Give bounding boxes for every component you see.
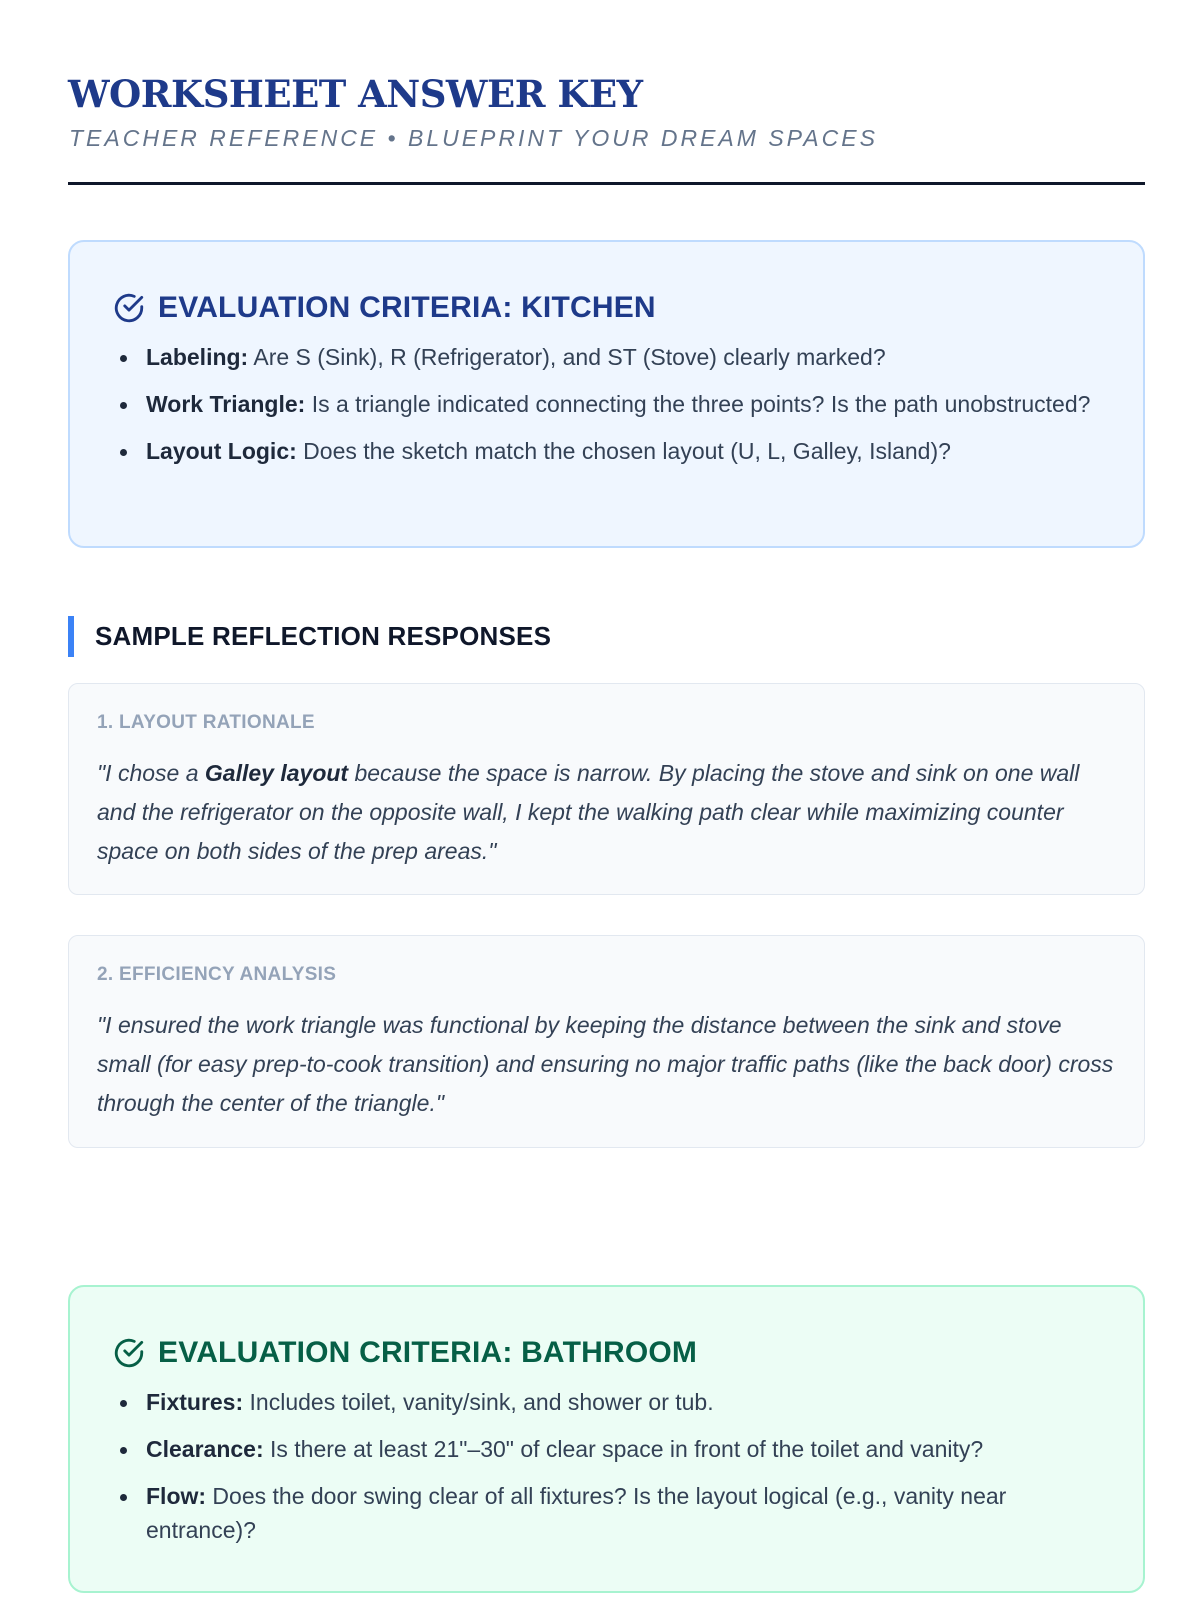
criteria-text: Includes toilet, vanity/sink, and shower or tub.: [243, 1389, 714, 1415]
page-subtitle: TEACHER REFERENCE • BLUEPRINT YOUR DREAM SPACES: [69, 125, 878, 151]
criteria-term: Work Triangle:: [146, 391, 306, 417]
response-text-emphasis: Galley layout: [204, 760, 349, 786]
list-item: [112, 1479, 1103, 1547]
check-circle-icon: [112, 1336, 146, 1370]
response-label: 2. EFFICIENCY ANALYSIS: [97, 964, 337, 985]
kitchen-criteria-box: [68, 240, 1145, 548]
criteria-term: Labeling:: [146, 344, 249, 370]
response-card: [68, 935, 1145, 1148]
list-item: [112, 387, 1103, 421]
criteria-text: Does the sketch match the chosen layout (U, L, Galley, Island)?: [296, 438, 951, 464]
bathroom-criteria-list: [112, 1385, 1103, 1547]
reflections-heading: SAMPLE REFLECTION RESPONSES: [68, 616, 551, 657]
list-item: [112, 1385, 1103, 1419]
bathroom-criteria-header: [112, 1333, 1103, 1373]
criteria-text: Is a triangle indicated connecting the three points? Is the path unobstructed?: [305, 391, 1091, 417]
list-item: [112, 434, 1103, 468]
check-circle-icon: [112, 291, 146, 325]
response-label: 1. LAYOUT RATIONALE: [97, 712, 315, 733]
response-text: [97, 754, 1116, 871]
bathroom-criteria-title: EVALUATION CRITERIA: BATHROOM: [158, 1336, 698, 1369]
kitchen-criteria-title: EVALUATION CRITERIA: KITCHEN: [158, 291, 656, 324]
list-item: [112, 1432, 1103, 1466]
page-title: WORKSHEET ANSWER KEY: [68, 72, 643, 116]
criteria-term: Clearance:: [146, 1436, 264, 1462]
criteria-term: Flow:: [146, 1483, 207, 1509]
criteria-text: Does the door swing clear of all fixtures? Is the layout logical (e.g., vanity near entrance)?: [146, 1483, 1007, 1543]
response-card: [68, 683, 1145, 895]
kitchen-criteria-list: [112, 340, 1103, 468]
response-text: "I ensured the work triangle was functional by keeping the distance between the sink and stove small (for easy prep-to-cook transition) and ensuring no major traffic paths (like the back door) cross through the center of the triangle.": [97, 1012, 1114, 1116]
response-text-part: "I chose a: [97, 760, 205, 786]
list-item: [112, 340, 1103, 374]
criteria-term: Fixtures:: [146, 1389, 244, 1415]
kitchen-criteria-header: [112, 288, 1103, 328]
bathroom-criteria-box: [68, 1285, 1145, 1593]
criteria-text: Is there at least 21"–30" of clear space in front of the toilet and vanity?: [263, 1436, 984, 1462]
header-divider: [68, 182, 1145, 185]
response-text-part: because the space is narrow. By placing the stove and sink on one wall and the refrigerator on the opposite wall, I kept the walking path clear while maximizing counter space on both sides of the prep areas.": [97, 760, 1080, 864]
criteria-text: Are S (Sink), R (Refrigerator), and ST (Stove) clearly marked?: [248, 344, 886, 370]
criteria-term: Layout Logic:: [146, 438, 297, 464]
